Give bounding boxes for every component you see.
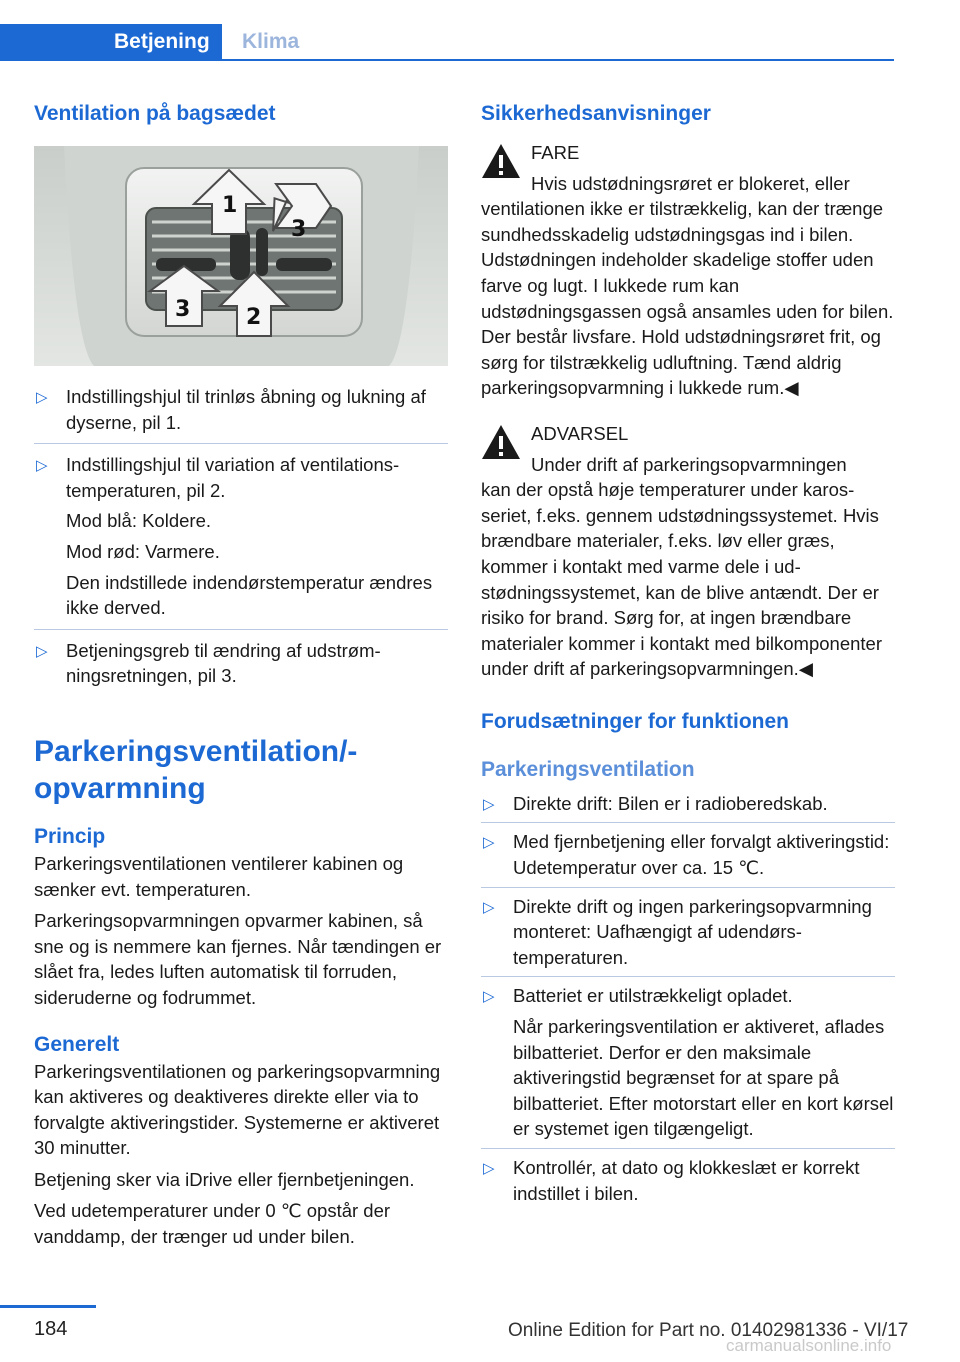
rear-vent-figure (34, 146, 448, 366)
tab-klima[interactable]: Klima (242, 30, 300, 53)
rear-vent-illustration (34, 146, 448, 366)
list-item (481, 822, 895, 886)
general-paragraph-1: Parkeringsventilationen og parkeringsopvarmning kan aktiveres og deaktiveres direkte eller via to forvalgte aktiveringstider. Systemerne er aktiveret 30 minutter. (34, 1060, 441, 1159)
arrow-label-3-right: 3 (291, 217, 307, 242)
list-item (34, 376, 448, 443)
right-column (481, 100, 895, 1212)
triangle-bullet-icon: ▷ (483, 834, 495, 852)
triangle-bullet-icon: ▷ (483, 795, 495, 813)
warning-caution (481, 421, 895, 477)
warning-label: FARE (531, 142, 580, 163)
section-title-parking-ventilation: Parkeringsventilation/-opvarmning (34, 734, 358, 805)
list-item-text: Betjeningsgreb til ændring af udstrømningsretningen, pil 3. (66, 639, 381, 687)
warning-danger (481, 140, 895, 196)
list-item-subtext: Mod rød: Varmere. (66, 540, 220, 562)
triangle-bullet-icon: ▷ (483, 898, 495, 916)
list-item-text: Batteriet er utilstrækkeligt opladet. (513, 985, 793, 1007)
list-item-text: Direkte drift og ingen parkeringsopvarmning monteret: Uafhængigt af udendørstemperaturen. (513, 895, 872, 968)
warning-triangle-icon (481, 424, 521, 460)
principle-paragraph-2: Parkeringsopvarmningen opvarmer kabinen, så sne og is nemmere kan fjernes. Når tændingen er slået fra, ledes luften automatisk til forruden, sideruderne og fodrummet. (34, 910, 442, 1008)
heading-principle: Princip (34, 824, 106, 848)
general-paragraph-2: Betjening sker via iDrive eller fjernbetjeningen. (34, 1168, 415, 1190)
arrow-label-2: 2 (246, 305, 262, 330)
list-item (34, 443, 448, 629)
list-item-text: Indstillingshjul til trinløs åbning og lukning af dyserne, pil 1. (66, 386, 426, 433)
tab-betjening[interactable]: Betjening (0, 24, 222, 61)
rear-vent-list (34, 376, 448, 697)
heading-safety: Sikkerhedsanvisninger (481, 102, 711, 125)
triangle-bullet-icon: ▷ (36, 642, 48, 660)
edition-info: Online Edition for Part no. 01402981336 - VI/17 (508, 1320, 909, 1341)
principle-paragraph-1: Parkeringsventilationen ventilerer kabinen og sænker evt. temperaturen. (34, 852, 404, 900)
list-item-subtext: Når parkeringsventilation er aktiveret, aflades bilbatteriet. Derfor er den maksimale aktiveringstid begrænset for at spare på bilbatteriet. Efter motorstart eller en kort kørsel er systemet igen tilgængeligt. (513, 1016, 894, 1140)
warning-triangle-icon (481, 143, 521, 179)
watermark: carmanualsonline.info (726, 1336, 892, 1355)
page-number: 184 (34, 1318, 68, 1340)
header-rule (0, 59, 894, 61)
heading-parking-ventilation: Parkeringsventilation (481, 757, 695, 781)
general-paragraph-3: Ved udetemperaturer under 0 ℃ opstår der vanddamp, der trænger ud under bilen. (34, 1200, 391, 1248)
footer-rule (0, 1305, 96, 1308)
warning-body: ventilationen ikke er tilstrækkelig, kan der trænge sundhedsskadelig udstødningsgas ind i bilen. Udstødningen indeholder skadelige stoffer uden farve og lugt. I lukkede rum kan udstødningsgassen også ansamles uden for bilen. Der består livsfare. Hold udstødningsrøret frit, og sørg for tilstrækkelig udluftning. Tænd aldrig parkeringsopvarmning i lukkede rum.◀ (481, 198, 894, 399)
list-item (481, 976, 895, 1148)
list-item (34, 629, 448, 697)
arrow-label-3-left: 3 (175, 297, 191, 322)
warning-label: ADVARSEL (531, 422, 629, 444)
arrow-label-1: 1 (222, 193, 238, 218)
list-item-text: Med fjernbetjening eller forvalgt aktiveringstid: Udetemperatur over ca. 15 ℃. (513, 831, 890, 879)
list-item (481, 788, 895, 823)
triangle-bullet-icon: ▷ (483, 1160, 495, 1177)
list-item (481, 1148, 895, 1212)
heading-prerequisites: Forudsætninger for funktionen (481, 709, 789, 733)
list-item-subtext: Den indstillede indendørstemperatur ændres ikke derved. (66, 571, 433, 619)
section-heading-rear-ventilation: Ventilation på bagsædet (34, 102, 276, 125)
triangle-bullet-icon: ▷ (483, 988, 495, 1006)
warning-body: kan der opstå høje temperaturer under karosseriet, f.eks. gennem udstødningssystemet. Hvis brændbare materialer, f.eks. løv eller græs, kommer i kontakt med varme dele i udstødningssystemet, kan de blive antændt. Der er risiko for brand. Sørg for, at ingen brændbare materialer kommer i kontakt med bilkomponenter under drift af parkeringsopvarmningen.◀ (481, 479, 882, 680)
list-item-text: Direkte drift: Bilen er i radioberedskab. (513, 792, 828, 814)
heading-general: Generelt (34, 1032, 120, 1056)
triangle-bullet-icon: ▷ (36, 457, 48, 475)
list-item (481, 887, 895, 977)
warning-lead: Hvis udstødningsrøret er blokeret, eller (531, 172, 850, 194)
list-item-text: Kontrollér, at dato og klokkeslæt er korrekt indstillet i bilen. (513, 1157, 860, 1204)
left-column (34, 100, 448, 1250)
prerequisites-list (481, 788, 895, 1212)
warning-lead: Under drift af parkeringsopvarmningen (531, 453, 847, 475)
list-item-subtext: Mod blå: Koldere. (66, 510, 212, 532)
list-item-text: Indstillingshjul til variation af ventilationstemperaturen, pil 2. (66, 454, 400, 501)
page-header (0, 0, 960, 62)
triangle-bullet-icon: ▷ (36, 389, 48, 406)
